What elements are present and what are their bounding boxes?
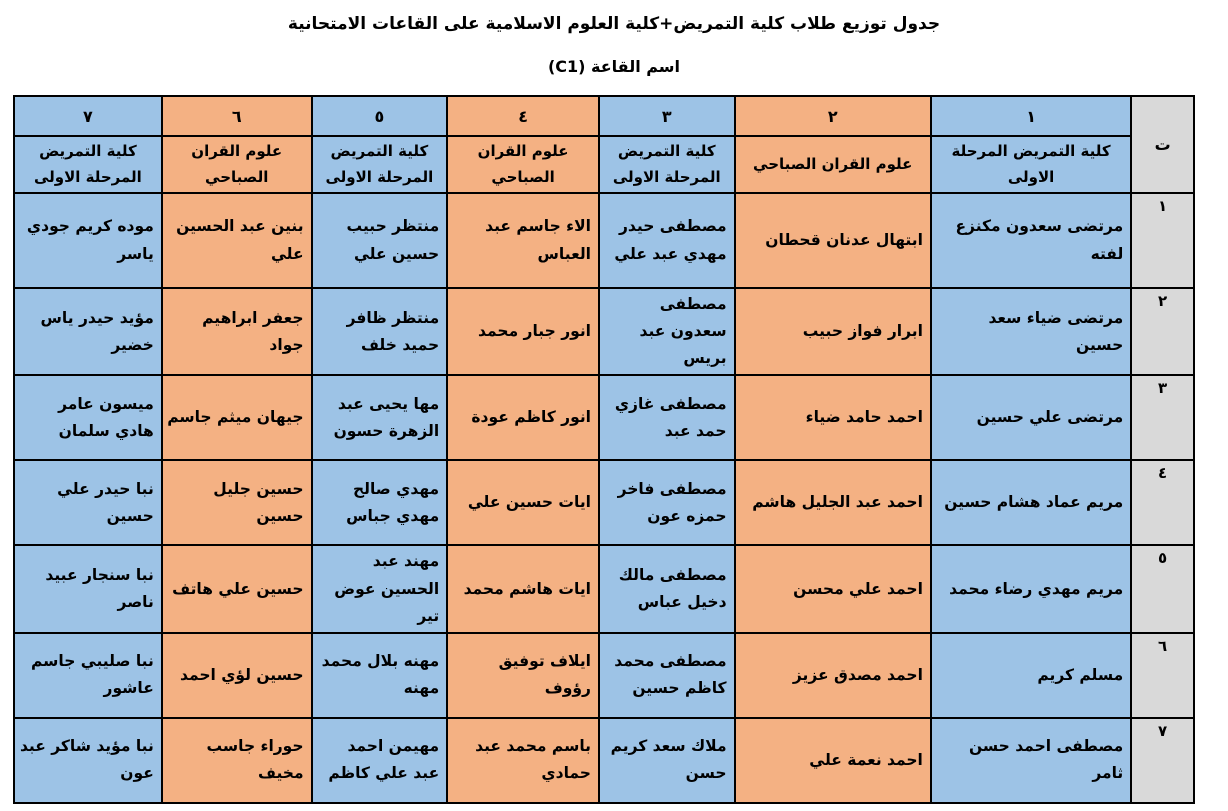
column-group-1: كلية التمريض المرحلة الاولى <box>931 136 1131 193</box>
student-cell: ابتهال عدنان قحطان <box>735 193 931 288</box>
column-group-4: علوم القران الصباحي <box>447 136 599 193</box>
student-cell: انور كاظم عودة <box>447 375 599 460</box>
row-number: ٥ <box>1131 545 1194 632</box>
student-cell: حسين جليل حسين <box>162 460 312 545</box>
student-cell: مها يحيى عبد الزهرة حسون <box>312 375 448 460</box>
student-cell: حوراء جاسب مخيف <box>162 718 312 803</box>
row-number: ٣ <box>1131 375 1194 460</box>
student-cell: مصطفى سعدون عبد بريس <box>599 288 735 375</box>
column-number-6: ٦ <box>162 96 312 136</box>
student-cell: مصطفى مالك دخيل عباس <box>599 545 735 632</box>
column-number-5: ٥ <box>312 96 448 136</box>
student-cell: نبا مؤيد شاكر عبد عون <box>14 718 162 803</box>
row-number: ٢ <box>1131 288 1194 375</box>
student-cell: مصطفى حيدر مهدي عبد علي <box>599 193 735 288</box>
student-cell: جعفر ابراهيم جواد <box>162 288 312 375</box>
exam-hall-distribution-table <box>13 95 1195 804</box>
student-cell: احمد حامد ضياء <box>735 375 931 460</box>
column-number-1: ١ <box>931 96 1131 136</box>
student-cell: منتظر ظافر حميد خلف <box>312 288 448 375</box>
student-cell: ميسون عامر هادي سلمان <box>14 375 162 460</box>
student-cell: الاء جاسم عبد العباس <box>447 193 599 288</box>
column-number-2: ٢ <box>735 96 931 136</box>
table-row <box>14 288 1194 375</box>
student-cell: حسين لؤي احمد <box>162 633 312 718</box>
hall-name-subtitle: اسم القاعة (C1) <box>547 57 681 76</box>
column-group-6: علوم القران الصباحي <box>162 136 312 193</box>
column-group-7: كلية التمريض المرحلة الاولى <box>14 136 162 193</box>
student-cell: مصطفى غازي حمد عبد <box>599 375 735 460</box>
student-cell: نبا سنجار عبيد ناصر <box>14 545 162 632</box>
column-number-3: ٣ <box>599 96 735 136</box>
column-number-4: ٤ <box>447 96 599 136</box>
student-cell: مهنه بلال محمد مهنه <box>312 633 448 718</box>
student-cell: ايات هاشم محمد <box>447 545 599 632</box>
student-cell: ايات حسين علي <box>447 460 599 545</box>
student-cell: ملاك سعد كريم حسن <box>599 718 735 803</box>
student-cell: احمد نعمة علي <box>735 718 931 803</box>
student-cell: موده كريم جودي ياسر <box>14 193 162 288</box>
column-number-row <box>14 96 1194 136</box>
student-cell: ابرار فواز حبيب <box>735 288 931 375</box>
student-cell: نبا صليبي جاسم عاشور <box>14 633 162 718</box>
student-cell: مصطفى فاخر حمزه عون <box>599 460 735 545</box>
column-number-7: ٧ <box>14 96 162 136</box>
row-number: ٧ <box>1131 718 1194 803</box>
student-cell: مصطفى محمد كاظم حسين <box>599 633 735 718</box>
table-row <box>14 375 1194 460</box>
student-cell: مرتضى سعدون مكنزع لفته <box>931 193 1131 288</box>
student-cell: مؤيد حيدر ياس خضير <box>14 288 162 375</box>
table-row <box>14 460 1194 545</box>
student-cell: جيهان ميثم جاسم <box>162 375 312 460</box>
table-row <box>14 545 1194 632</box>
student-cell: بنين عبد الحسين علي <box>162 193 312 288</box>
student-cell: احمد مصدق عزيز <box>735 633 931 718</box>
row-number: ١ <box>1131 193 1194 288</box>
student-cell: مسلم كريم <box>931 633 1131 718</box>
student-cell: مصطفى احمد حسن ثامر <box>931 718 1131 803</box>
student-cell: منتظر حبيب حسين علي <box>312 193 448 288</box>
table-row <box>14 718 1194 803</box>
row-number: ٦ <box>1131 633 1194 718</box>
student-cell: ايلاف توفيق رؤوف <box>447 633 599 718</box>
student-cell: مريم عماد هشام حسين <box>931 460 1131 545</box>
student-cell: نبا حيدر علي حسين <box>14 460 162 545</box>
student-cell: مرتضى علي حسين <box>931 375 1131 460</box>
column-group-2: علوم القران الصباحي <box>735 136 931 193</box>
student-cell: باسم محمد عبد حمادي <box>447 718 599 803</box>
student-cell: حسين علي هاتف <box>162 545 312 632</box>
student-cell: انور جبار محمد <box>447 288 599 375</box>
table-row <box>14 193 1194 288</box>
student-cell: مهند عبد الحسين عوض تير <box>312 545 448 632</box>
corner-header-cell: ت <box>1131 96 1194 193</box>
student-cell: مريم مهدي رضاء محمد <box>931 545 1131 632</box>
column-group-5: كلية التمريض المرحلة الاولى <box>312 136 448 193</box>
student-cell: احمد عبد الجليل هاشم <box>735 460 931 545</box>
student-cell: مهدي صالح مهدي جباس <box>312 460 448 545</box>
student-cell: مهيمن احمد عبد علي كاظم <box>312 718 448 803</box>
page-title: جدول توزيع طلاب كلية التمريض+كلية العلوم الاسلامية على القاعات الامتحانية <box>287 14 941 34</box>
row-number: ٤ <box>1131 460 1194 545</box>
student-cell: مرتضى ضياء سعد حسين <box>931 288 1131 375</box>
table-row <box>14 633 1194 718</box>
column-group-3: كلية التمريض المرحلة الاولى <box>599 136 735 193</box>
student-cell: احمد علي محسن <box>735 545 931 632</box>
column-group-row <box>14 136 1194 193</box>
